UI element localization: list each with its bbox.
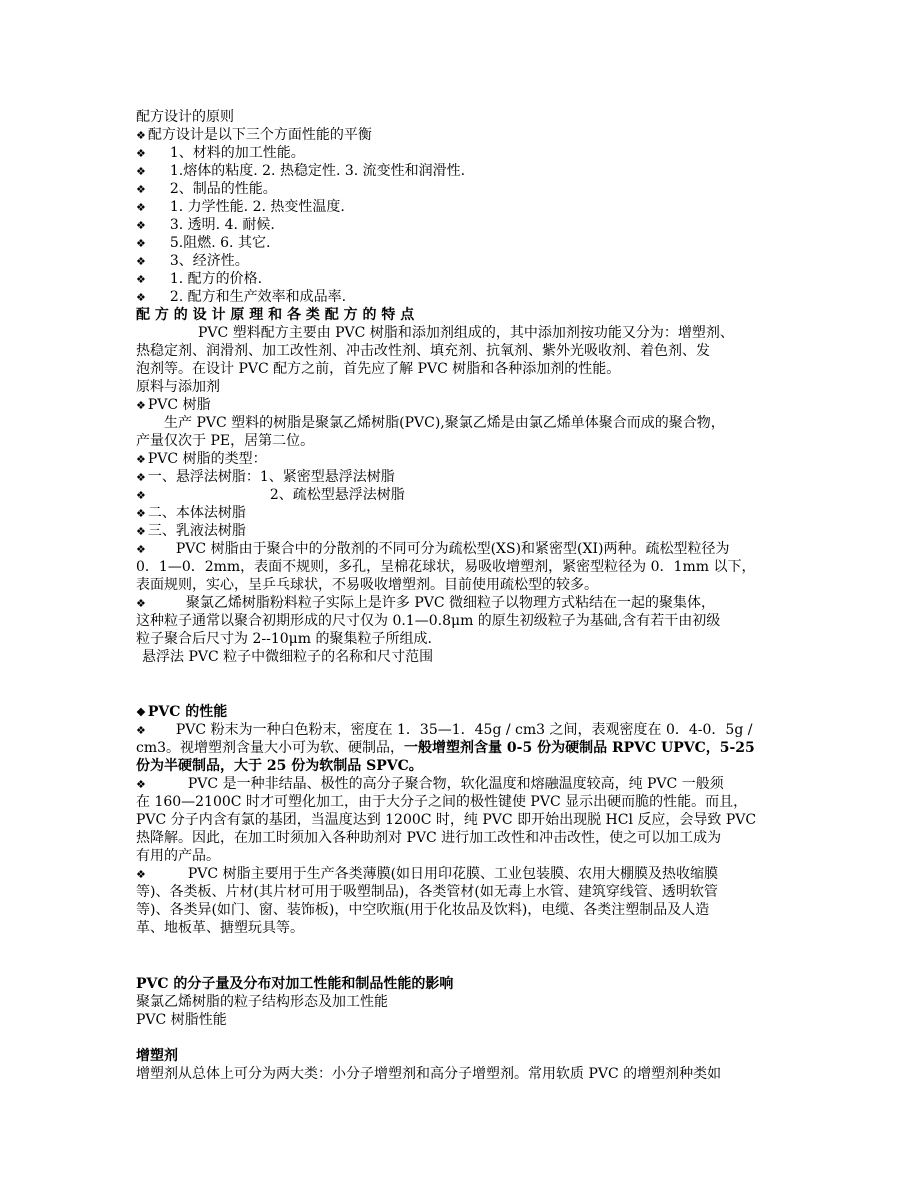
resin-types-heading: ❖ PVC 树脂的类型： [136,451,267,467]
list-item: ❖ 1、材料的加工性能。 [136,145,305,161]
props-para-line: 在 160—2100C 时才可塑化加工，由于大分子之间的极性键使 PVC 显示出硬而脆的性能。而且， [136,794,748,810]
list-item: ❖ 3、经济性。 [136,253,249,269]
particle-para-line: ❖ 聚氯乙烯树脂粉料粒子实际上是许多 PVC 微细粒子以物理方式粘结在一起的聚集体， [136,595,716,611]
bullet-diamond-icon: ❖ [136,237,146,250]
bullet-diamond-icon: ❖ [136,868,146,881]
plasticizer-heading: 增塑剂 [136,1048,178,1064]
resin-type-item: ❖ 一、悬浮法树脂：1、紧密型悬浮法树脂 [136,469,395,485]
bullet-diamond-icon: ❖ [136,489,146,502]
intro-para-line: PVC 塑料配方主要由 PVC 树脂和添加剂组成的，其中添加剂按功能又分为：增塑剂、 [198,325,734,341]
resin-type-item: ❖ 2、疏松型悬浮法树脂 [136,487,405,503]
props-para-line: cm3。视增塑剂含量大小可为软、硬制品，一般增塑剂含量 0-5 份为硬制品 RPVC UPVC，5-25 [136,740,755,756]
bullet-diamond-icon: ❖ [136,471,146,484]
bullet-diamond-icon: ❖ [136,183,146,196]
bullet-diamond-icon: ❖ [136,543,146,556]
props-para-line: 份为半硬制品，大于 25 份为软制品 SPVC。 [136,758,423,774]
mw-heading: PVC 的分子量及分布对加工性能和制品性能的影响 [136,976,454,992]
bullet-diamond-icon: ❖ [136,525,146,538]
bullet-diamond-icon: ❖ [136,399,146,412]
props-para-line: ❖ PVC 树脂主要用于生产各类薄膜(如日用印花膜、工业包装膜、农用大棚膜及热收缩膜 [136,866,719,882]
intro-para-line: 热稳定剂、润滑剂、加工改性剂、冲击改性剂、填充剂、抗氧剂、紫外光吸收剂、着色剂、发 [136,343,710,359]
particle-para-line: 粒子聚合后尺寸为 2--10μm 的聚集粒子所组成. [136,631,432,647]
bullet-diamond-icon: ❖ [136,507,146,520]
bullet-diamond-icon: ❖ [136,778,146,791]
props-para-line: ❖ PVC 粉末为一种白色粉末，密度在 1．35—1．45g / cm3 之间，表观密度在 0．4-0．5g / [136,722,753,738]
loose-para-line: ❖ PVC 树脂由于聚合中的分散剂的不同可分为疏松型(XS)和紧密型(XI)两种。疏松型粒径为 [136,541,730,557]
pvc-props-heading: ❖ PVC 的性能 [136,704,228,720]
list-item: ❖ 1.熔体的粘度. 2. 热稳定性. 3. 流变性和润滑性. [136,163,466,179]
resin-type-item: ❖ 二、本体法树脂 [136,505,246,521]
loose-para-line: 0．1—0．2mm，表面不规则，多孔，呈棉花球状，易吸收增塑剂，紧密型粒径为 0．1mm 以下， [136,559,756,575]
principle-title: 配方设计的原则 [136,109,234,125]
props-para-line: 热降解。因此，在加工时须加入各种助剂对 PVC 进行加工改性和冲击改性，使之可以加工成为 [136,830,722,846]
design-heading: 配 方 的 设 计 原 理 和 各 类 配 方 的 特 点 [136,307,415,323]
list-item: ❖ 2. 配方和生产效率和成品率. [136,289,347,305]
props-para-line: PVC 分子内含有氯的基团，当温度达到 1200C 时，纯 PVC 即开始出现脱 HCl 反应，会导致 PVC [136,812,757,828]
bullet-diamond-icon: ❖ [136,147,146,160]
raw-materials-heading: 原料与添加剂 [136,379,220,395]
resin-type-item: ❖ 三、乳液法树脂 [136,523,246,539]
list-item: ❖ 2、制品的性能。 [136,181,277,197]
bullet-diamond-icon: ❖ [136,706,146,719]
bullet-diamond-icon: ❖ [136,453,146,466]
bullet-diamond-icon: ❖ [136,724,146,737]
intro-para-line: 泡剂等。在设计 PVC 配方之前，首先应了解 PVC 树脂和各种添加剂的性能。 [136,361,621,377]
props-para-line: 等)、各类板、片材(其片材可用于吸塑制品)，各类管材(如无毒上水管、建筑穿线管、透明软管 [136,884,718,900]
bullet-diamond-icon: ❖ [136,219,146,232]
props-para-line: ❖ PVC 是一种非结晶、极性的高分子聚合物，软化温度和熔融温度较高，纯 PVC 一般须 [136,776,724,792]
bullet-diamond-icon: ❖ [136,201,146,214]
bullet-diamond-icon: ❖ [136,291,146,304]
pvc-resin-heading: ❖ PVC 树脂 [136,397,211,413]
bullet-diamond-icon: ❖ [136,255,146,268]
bullet-diamond-icon: ❖ [136,165,146,178]
bullet-diamond-icon: ❖ [136,597,146,610]
list-item: ❖ 1. 配方的价格. [136,271,263,287]
loose-para-line: 表面规则，实心，呈乒乓球状，不易吸收增塑剂。目前使用疏松型的较多。 [136,577,598,593]
list-item: ❖ 3. 透明. 4. 耐候. [136,217,275,233]
plasticizer-para: 增塑剂从总体上可分为两大类：小分子增塑剂和高分子增塑剂。常用软质 PVC 的增塑剂种类如 [136,1066,722,1082]
particle-caption: 悬浮法 PVC 粒子中微细粒子的名称和尺寸范围 [142,649,434,665]
particle-struct-line: 聚氯乙烯树脂的粒子结构形态及加工性能 [136,994,388,1010]
resin-para-line: 产量仅次于 PE，居第二位。 [136,433,315,449]
list-item: ❖ 1. 力学性能. 2. 热变性温度. [136,199,345,215]
props-para-line: 有用的产品。 [136,848,220,864]
props-para-line: 等)、各类异(如门、窗、装饰板)，中空吹瓶(用于化妆品及饮料)，电缆、各类注塑制品及人造 [136,902,710,918]
bullet-diamond-icon: ❖ [136,273,146,286]
resin-para-line: 生产 PVC 塑料的树脂是聚氯乙烯树脂(PVC),聚氯乙烯是由氯乙烯单体聚合而成的聚合物， [164,415,725,431]
bullet-diamond-icon: ❖ [136,129,146,142]
particle-para-line: 这种粒子通常以聚合初期形成的尺寸仅为 0.1—0.8μm 的原生初级粒子为基础,含有若干由初级 [136,613,721,629]
balance-intro: ❖ 配方设计是以下三个方面性能的平衡 [136,127,372,143]
list-item: ❖ 5.阻燃. 6. 其它. [136,235,271,251]
props-para-line: 革、地板革、搪塑玩具等。 [136,920,304,936]
resin-perf-line: PVC 树脂性能 [136,1012,227,1028]
